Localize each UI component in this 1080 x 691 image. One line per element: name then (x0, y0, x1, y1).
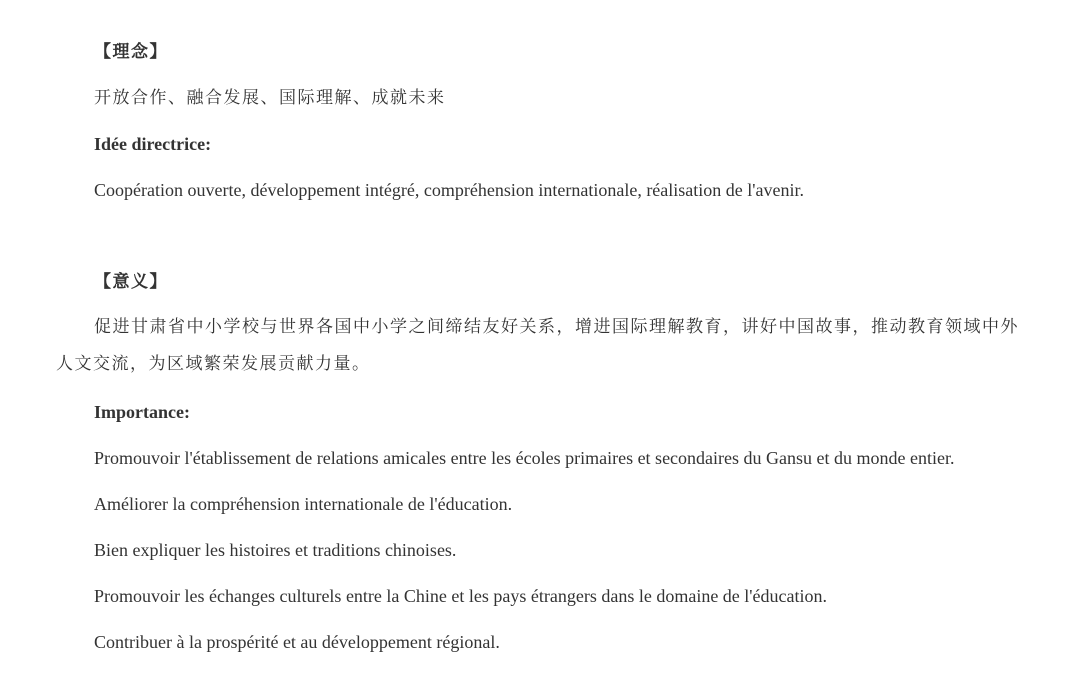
significance-item-fr: Bien expliquer les histoires et traditions chinoises. (94, 540, 457, 560)
significance-heading-zh: 【意义】 (94, 272, 168, 292)
significance-heading-fr: Importance: (94, 402, 190, 422)
significance-item-fr: Promouvoir les échanges culturels entre la Chine et les pays étrangers dans le domaine de l'éducation. (94, 586, 828, 606)
significance-text-zh: 促进甘肃省中小学校与世界各国中小学之间缔结友好关系，增进国际理解教育，讲好中国故事，推动教育领域中外人文交流，为区域繁荣发展贡献力量。 (56, 317, 1019, 374)
concept-text-zh: 开放合作、融合发展、国际理解、成就未来 (94, 88, 446, 108)
significance-item-fr: Améliorer la compréhension internationale de l'éducation. (94, 494, 513, 514)
concept-heading-fr: Idée directrice: (94, 134, 212, 154)
concept-text-fr: Coopération ouverte, développement intégré, compréhension internationale, réalisation de l'avenir. (94, 180, 804, 200)
significance-item-fr: Contribuer à la prospérité et au développement régional. (94, 632, 500, 652)
concept-heading-zh: 【理念】 (94, 42, 168, 62)
significance-item-fr: Promouvoir l'établissement de relations amicales entre les écoles primaires et secondaires du Gansu et du monde entier. (94, 448, 955, 468)
